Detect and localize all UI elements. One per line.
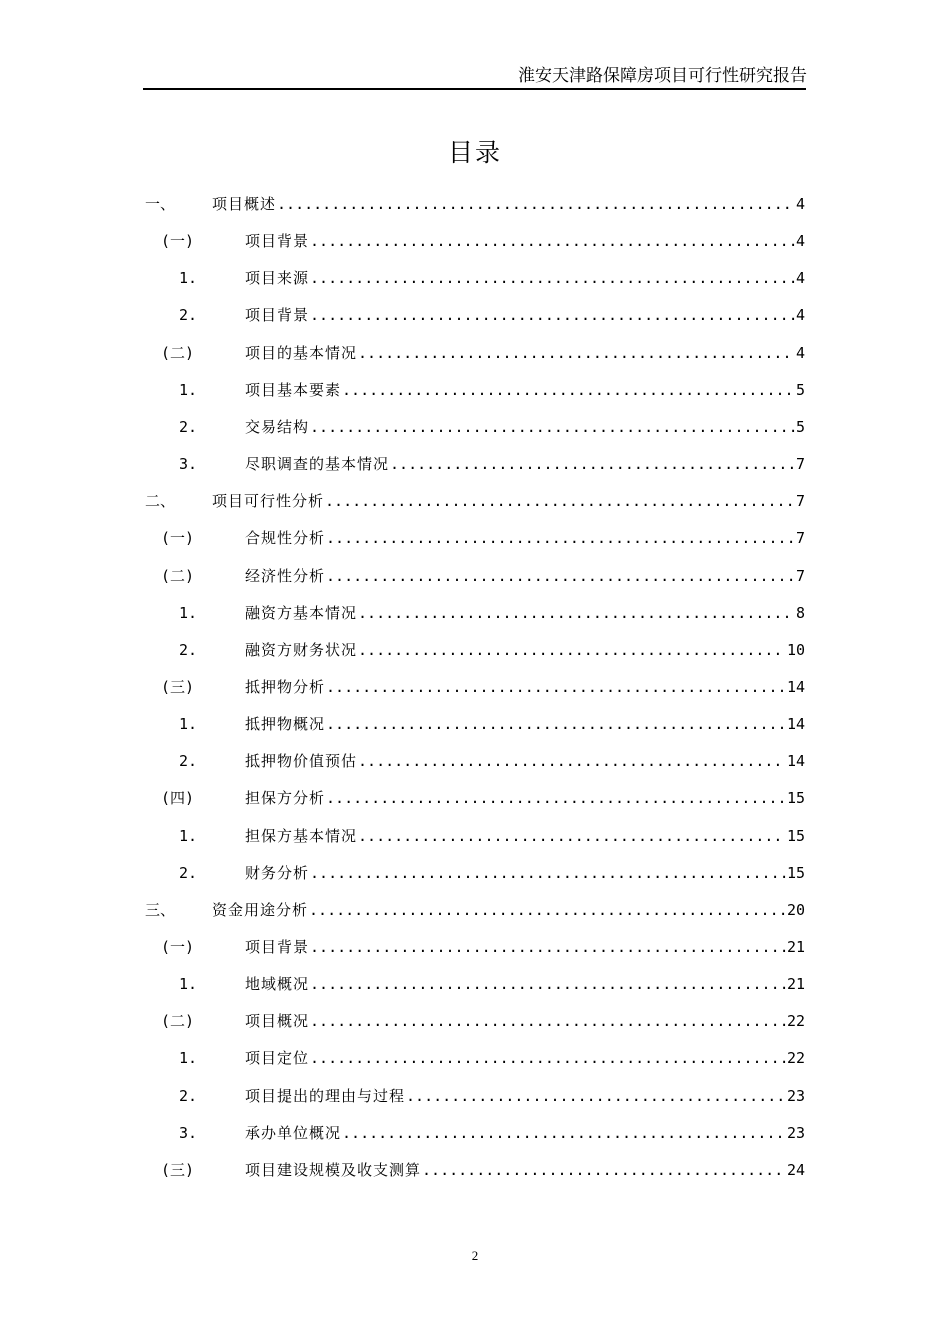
- toc-dot-leader: [390, 450, 795, 478]
- toc-entry-number: (四): [161, 789, 195, 808]
- toc-entry[interactable]: [161, 1007, 805, 1035]
- toc-entry[interactable]: [179, 450, 805, 478]
- toc-entry-page: 22: [786, 1012, 805, 1031]
- toc-entry-number: 1.: [179, 603, 198, 622]
- toc-entry[interactable]: [179, 710, 805, 738]
- toc-entry-number: (一): [161, 232, 195, 251]
- toc-dot-leader: [358, 822, 786, 850]
- toc-entry[interactable]: [161, 562, 805, 590]
- toc-entry-title: 项目背景: [245, 306, 310, 325]
- toc-dot-leader: [310, 301, 795, 329]
- toc-entry-number: 二、: [145, 492, 176, 511]
- toc-entry[interactable]: [179, 859, 805, 887]
- toc-dot-leader: [358, 747, 786, 775]
- toc-dot-leader: [342, 376, 795, 404]
- toc-entry-number: (三): [161, 677, 195, 696]
- toc-entry-title: 项目提出的理由与过程: [245, 1086, 406, 1105]
- toc-dot-leader: [310, 264, 795, 292]
- toc-entry-title: 项目背景: [245, 232, 310, 251]
- toc-entry-number: (三): [161, 1160, 195, 1179]
- toc-dot-leader: [326, 710, 786, 738]
- toc-entry-title: 承办单位概况: [245, 1123, 342, 1142]
- toc-entry-title: 尽职调查的基本情况: [245, 455, 390, 474]
- toc-entry-number: 2.: [179, 1086, 198, 1105]
- toc-entry-page: 14: [786, 715, 805, 734]
- toc-entry[interactable]: [161, 673, 805, 701]
- toc-entry-page: 22: [786, 1049, 805, 1068]
- toc-entry-number: (一): [161, 529, 195, 548]
- toc-entry-title: 融资方财务状况: [245, 640, 358, 659]
- toc-entry[interactable]: [161, 339, 805, 367]
- toc-dot-leader: [310, 933, 786, 961]
- toc-entry-title: 项目定位: [245, 1049, 310, 1068]
- toc-entry[interactable]: [161, 524, 805, 552]
- toc-entry-title: 资金用途分析: [212, 900, 309, 919]
- toc-entry[interactable]: [161, 784, 805, 812]
- toc-entry-page: 24: [786, 1160, 805, 1179]
- toc-entry-page: 4: [795, 195, 805, 213]
- toc-entry-number: 2.: [179, 752, 198, 771]
- toc-entry-number: (二): [161, 566, 195, 585]
- toc-entry-number: 1.: [179, 269, 198, 288]
- toc-entry-number: 1.: [179, 1049, 198, 1068]
- toc-entry-title: 担保方基本情况: [245, 826, 358, 845]
- toc-entry[interactable]: [179, 413, 805, 441]
- toc-entry-number: 一、: [145, 195, 176, 213]
- toc-entry-number: (二): [161, 343, 195, 362]
- toc-entry[interactable]: [179, 1044, 805, 1072]
- toc-dot-leader: [309, 896, 786, 924]
- toc-entry-title: 项目来源: [245, 269, 310, 288]
- toc-dot-leader: [358, 339, 795, 367]
- toc-entry-title: 经济性分析: [245, 566, 326, 585]
- toc-entry[interactable]: [145, 487, 805, 515]
- toc-entry[interactable]: [161, 933, 805, 961]
- toc-entry-title: 项目概述: [212, 195, 277, 213]
- toc-dot-leader: [310, 970, 786, 998]
- toc-entry[interactable]: [179, 636, 805, 664]
- toc-entry-page: 7: [795, 566, 805, 585]
- toc-entry-number: 1.: [179, 975, 198, 994]
- toc-entry-page: 4: [795, 232, 805, 251]
- toc-dot-leader: [277, 190, 795, 218]
- toc-entry-number: 1.: [179, 380, 198, 399]
- toc-entry-page: 8: [795, 603, 805, 622]
- toc-entry-page: 7: [795, 455, 805, 474]
- toc-entry[interactable]: [161, 227, 805, 255]
- toc-entry[interactable]: [161, 1156, 805, 1184]
- toc-entry-page: 14: [786, 752, 805, 771]
- toc-entry[interactable]: [179, 747, 805, 775]
- toc-entry-number: (一): [161, 938, 195, 956]
- toc-entry-number: (二): [161, 1012, 195, 1031]
- toc-entry-title: 财务分析: [245, 863, 310, 882]
- toc-dot-leader: [406, 1082, 786, 1110]
- toc-dot-leader: [326, 524, 795, 552]
- toc-entry[interactable]: [179, 301, 805, 329]
- toc-entry-page: 21: [786, 938, 805, 956]
- toc-dot-leader: [358, 636, 786, 664]
- toc-entry-number: 2.: [179, 417, 198, 436]
- toc-entry[interactable]: [179, 376, 805, 404]
- toc-entry-page: 4: [795, 343, 805, 362]
- toc-entry-page: 23: [786, 1086, 805, 1105]
- toc-entry-title: 担保方分析: [245, 789, 326, 808]
- toc-entry-number: 1.: [179, 715, 198, 734]
- toc-dot-leader: [310, 1007, 786, 1035]
- toc-entry-title: 抵押物价值预估: [245, 752, 358, 771]
- toc-entry-page: 5: [795, 380, 805, 399]
- toc-entry-title: 项目可行性分析: [212, 492, 325, 511]
- toc-entry-number: 2.: [179, 863, 198, 882]
- toc-entry-title: 地域概况: [245, 975, 310, 994]
- toc-entry-page: 5: [795, 417, 805, 436]
- toc-entry[interactable]: [145, 896, 805, 924]
- toc-entry-number: 2.: [179, 640, 198, 659]
- toc-entry-page: 20: [786, 900, 805, 919]
- toc-entry-title: 项目背景: [245, 938, 310, 956]
- toc-entry[interactable]: [179, 264, 805, 292]
- toc-entry-title: 交易结构: [245, 417, 310, 436]
- toc-entry-page: 7: [795, 529, 805, 548]
- toc-entry-number: 3.: [179, 455, 198, 474]
- toc-entry-title: 抵押物分析: [245, 677, 326, 696]
- toc-entry-title: 项目的基本情况: [245, 343, 358, 362]
- toc-entry[interactable]: [179, 599, 805, 627]
- toc-entry[interactable]: [145, 190, 805, 218]
- toc-dot-leader: [310, 413, 795, 441]
- toc-entry-title: 项目概况: [245, 1012, 310, 1031]
- toc-entry-title: 抵押物概况: [245, 715, 326, 734]
- toc-entry-number: 2.: [179, 306, 198, 325]
- toc-entry-page: 15: [786, 863, 805, 882]
- toc-entry-page: 14: [786, 677, 805, 696]
- toc-dot-leader: [310, 227, 795, 255]
- toc-dot-leader: [422, 1156, 786, 1184]
- toc-entry-number: 3.: [179, 1123, 198, 1142]
- toc-entry-number: 三、: [145, 900, 176, 919]
- toc-dot-leader: [342, 1119, 786, 1147]
- toc-entry-page: 15: [786, 789, 805, 808]
- toc-entry-page: 15: [786, 826, 805, 845]
- toc-entry-page: 4: [795, 269, 805, 288]
- toc-dot-leader: [310, 1044, 786, 1072]
- toc-entry-title: 项目建设规模及收支测算: [245, 1160, 422, 1179]
- toc-entry[interactable]: [179, 1119, 805, 1147]
- toc-dot-leader: [326, 673, 786, 701]
- toc-dot-leader: [325, 487, 795, 515]
- toc-entry-title: 合规性分析: [245, 529, 326, 548]
- toc-entry-page: 21: [786, 975, 805, 994]
- toc-entry-title: 项目基本要素: [245, 380, 342, 399]
- toc-entry[interactable]: [179, 970, 805, 998]
- toc-dot-leader: [358, 599, 795, 627]
- toc-entry-page: 7: [795, 492, 805, 511]
- page-number: 2: [471, 1248, 479, 1263]
- toc-entry-title: 融资方基本情况: [245, 603, 358, 622]
- toc-dot-leader: [326, 784, 786, 812]
- toc-dot-leader: [326, 562, 795, 590]
- toc-entry-page: 23: [786, 1123, 805, 1142]
- running-header: 淮安天津路保障房项目可行性研究报告: [518, 66, 807, 86]
- toc-title: 目录: [447, 138, 502, 167]
- toc-dot-leader: [310, 859, 786, 887]
- toc-entry-number: 1.: [179, 826, 198, 845]
- toc-entry-page: 4: [795, 306, 805, 325]
- toc-entry[interactable]: [179, 1082, 805, 1110]
- toc-entry-page: 10: [786, 640, 805, 659]
- toc-entry[interactable]: [179, 822, 805, 850]
